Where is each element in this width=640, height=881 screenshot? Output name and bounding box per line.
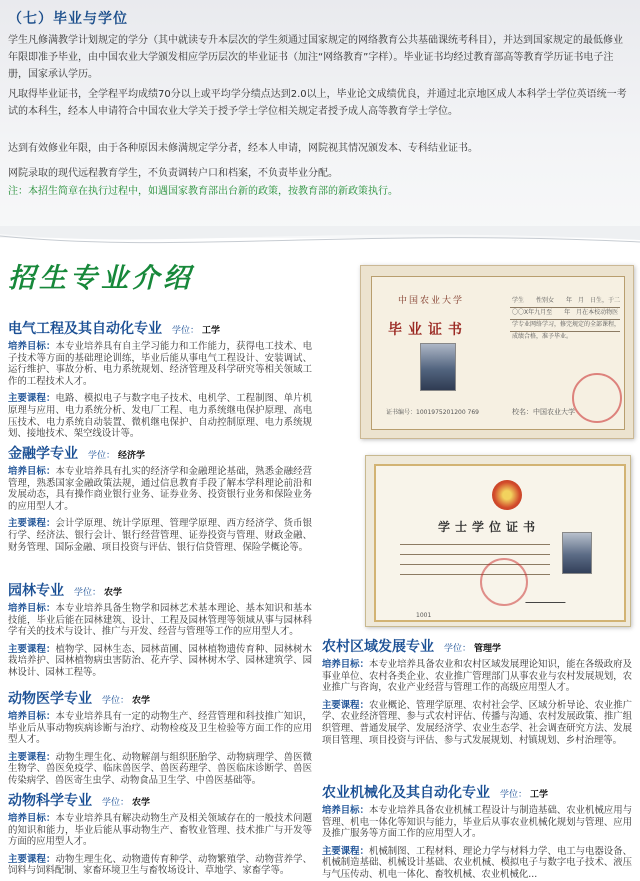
goal-text: 本专业培养具有自主学习能力和工作能力，获得电工技术、电子技术等方面的基础理论训练，毕业后能从事电气工程设计、安装调试、运行维护、事故分析、电力系统规划、经济管理及科学研究等相关领域工作的工程技术人才。	[8, 341, 312, 387]
major-title	[8, 318, 312, 338]
courses-label: 主要课程：	[8, 751, 56, 763]
courses-text: 动物生理生化、动物解剖与组织胚胎学、动物病理学、兽医微生物学、兽医免疫学、临床兽医学、兽医药理学、兽医临床诊断学、兽医传染病学、兽医寄生虫学、动物食品卫生学、中兽医基础等。	[8, 751, 312, 786]
diploma-serial-value: 1001975201200 769	[416, 409, 480, 416]
degree-value: 管理学	[474, 644, 502, 654]
diploma-rule	[510, 307, 620, 308]
courses-label: 主要课程：	[322, 699, 369, 711]
major-goal	[8, 341, 312, 387]
section-title: （七）毕业与学位	[8, 11, 128, 27]
diploma-serial	[386, 407, 506, 416]
major-title	[322, 636, 632, 656]
major-goal	[322, 659, 632, 694]
courses-text: 会计学原理、统计学原理、管理学原理、西方经济学、货币银行学、经济法、银行会计、银行经营管理、证券投资与管理、财政金融、财务管理、国际金融、项目投资与评估、银行信贷管理、保险学概论等。	[8, 518, 312, 553]
courses-label: 主要课程：	[8, 518, 56, 530]
diploma-seal	[572, 373, 622, 423]
diploma-title: 毕业证书	[388, 322, 468, 338]
degree-seal	[480, 558, 528, 606]
goal-label: 培养目标：	[322, 659, 369, 670]
degree-paragraph: 凡取得毕业证书，全学程平均成绩70分以上或平均学分绩点达到2.0以上，毕业论文成绩优良，并通过北京地区成人本科学士学位英语统一考试的本科生，经本人申请符合中国农业大学关于授予学士学位相关规定者授予成人高等教育学士学位。	[8, 89, 627, 117]
courses-text: 动物生理生化、动物遗传育种学、动物繁殖学、动物营养学、饲料与饲料配制、家畜环境卫生与畜牧场设计、草地学、家畜学等。	[8, 853, 312, 877]
major-title	[8, 790, 312, 810]
degree-value: 经济学	[118, 451, 146, 461]
degree-value: 农学	[132, 696, 151, 706]
policy-note: 注：本招生简章在执行过程中，如遇国家教育部出台新的政策，按教育部的新政策执行。	[8, 186, 398, 197]
goal-text: 本专业培养具有解决动物生产及相关领域存在的一般技术问题的知识和能力，毕业后能从事动物生产、畜牧业管理、技术推广与开发等方面的应用型人才。	[8, 813, 312, 848]
major-name: 农业机械化及其自动化专业	[322, 785, 490, 801]
major-landscape	[8, 580, 312, 679]
major-degree	[172, 326, 220, 336]
major-title	[8, 688, 312, 708]
major-electrical	[8, 318, 312, 440]
courses-text: 机械制图、工程材料、理论力学与材料力学、电工与电器设备、机械制造基础、机械设计基础、农业机械、模拟电子与数字电子技术、液压与气压传动、机电一体化、畜牧机械、农业机械化...	[322, 845, 632, 880]
degree-rule	[400, 564, 550, 565]
graduation-section-panel	[0, 0, 640, 238]
majors-heading: 招生专业介绍	[8, 263, 194, 294]
degree-value: 工学	[530, 790, 549, 800]
courses-text: 电路、模拟电子与数字电子技术、电机学、工程制图、单片机原理与应用、电力系统分析、发电厂工程、电力系统继电保护原理、高电压技术、电力系统自动装置、微机继电保护、自动控制原理、电力系统规划、接地技术、架空线设计等。	[8, 393, 312, 440]
major-courses	[8, 644, 312, 679]
degree-value: 农学	[132, 798, 151, 808]
goal-label: 培养目标：	[8, 603, 56, 614]
signature-mark	[525, 588, 570, 603]
diploma-school-value: 中国农业大学	[533, 408, 575, 416]
diploma-university: 中国农业大学	[398, 296, 465, 306]
major-courses	[8, 854, 312, 877]
major-courses	[8, 518, 312, 553]
degree-label: 学位：	[88, 451, 116, 461]
major-finance	[8, 443, 312, 553]
major-rural-development	[322, 636, 632, 746]
major-name: 金融学专业	[8, 446, 78, 462]
goal-label: 培养目标：	[8, 341, 56, 352]
major-name: 农村区域发展专业	[322, 639, 434, 655]
degree-label: 学位：	[74, 588, 102, 598]
degree-label: 学位：	[102, 696, 130, 706]
diploma-body-text: 学生 性别女 年 月 日生，于二〇〇X年九月至 年 月在本校动物医学专业网络学习，修完规定的全部课程，成绩合格，准予毕业。	[512, 297, 621, 340]
registration-paragraph: 网院录取的现代远程教育学生，不负责调转户口和档案，不负责毕业分配。	[8, 168, 338, 179]
major-degree	[500, 790, 548, 800]
major-goal	[8, 813, 312, 848]
major-name: 动物医学专业	[8, 691, 92, 707]
major-goal	[8, 603, 312, 638]
degree-cert-title: 学士学位证书	[438, 520, 541, 534]
diploma-school-label: 校名：	[512, 408, 533, 416]
completion-paragraph: 达到有效修业年限，由于各种原因未修满规定学分者，经本人申请，网院视其情况颁发本、专科结业证书。	[8, 143, 478, 154]
major-goal	[8, 711, 312, 746]
degree-value: 工学	[202, 326, 221, 336]
goal-label: 培养目标：	[8, 711, 56, 722]
courses-text: 植物学、园林生态、园林苗圃、园林植物遗传育种、园林树木栽培养护、园林植物病虫害防治、花卉学、园林树木学、园林建筑学、园林设计、园林工程等。	[8, 643, 312, 678]
major-name: 园林专业	[8, 583, 64, 599]
degree-photo	[562, 532, 592, 574]
major-degree	[74, 588, 122, 598]
major-degree	[88, 451, 145, 461]
diploma-rule	[510, 319, 620, 320]
degree-rule	[400, 554, 550, 555]
courses-label: 主要课程：	[8, 643, 56, 655]
major-courses	[322, 846, 632, 881]
major-agri-mechanization	[322, 782, 632, 881]
major-degree	[444, 644, 501, 654]
goal-label: 培养目标：	[8, 813, 56, 824]
goal-text: 本专业培养具备农业和农村区域发展理论知识，能在各级政府及事业单位、农村各类企业、农业推广管理部门从事农业与农村发展规划，农业推广与咨询，农业产业经营与管理工作的高级应用型人才。	[322, 659, 632, 694]
major-goal	[322, 805, 632, 840]
diploma-serial-label: 证书编号：	[386, 409, 417, 416]
major-animal-science	[8, 790, 312, 877]
goal-label: 培养目标：	[8, 466, 56, 477]
degree-certificate-image	[365, 455, 631, 627]
major-title	[8, 580, 312, 600]
degree-value: 农学	[104, 588, 123, 598]
goal-text: 本专业培养具备农业机械工程设计与制造基础、农业机械应用与管理、机电一体化等知识与能力，毕业后从事农业机械化规划与管理、应用及推广服务等方面工作的应用型人才。	[322, 805, 632, 840]
degree-rule	[400, 574, 550, 575]
major-goal	[8, 466, 312, 512]
degree-label: 学位：	[172, 326, 200, 336]
degree-label: 学位：	[102, 798, 130, 808]
goal-text: 本专业培养具备生物学和园林艺术基本理论、基本知识和基本技能，毕业后能在园林建筑、设计、工程及园林管理等领域从事与园林科学有关的技术与设计、推广与开发、经营与管理等工作的应用型人才。	[8, 603, 312, 638]
diploma-rule	[510, 331, 620, 332]
major-name: 电气工程及其自动化专业	[8, 321, 162, 337]
courses-label: 主要课程：	[8, 853, 56, 865]
degree-rule	[400, 544, 550, 545]
graduation-paragraph: 学生凡修满教学计划规定的学分（其中就读专升本层次的学生须通过国家规定的网络教育公共基础课统考科目），并达到国家规定的最低修业年限即准予毕业，由中国农业大学颁发相应学历层次的毕业证书（加注“网络教育”字样）。毕业证书均经过教育部高等教育学历证书电子注册，国家承认学历。	[8, 35, 623, 80]
courses-label: 主要课程：	[8, 393, 56, 405]
degree-label: 学位：	[444, 644, 472, 654]
goal-label: 培养目标：	[322, 805, 369, 816]
major-degree	[102, 696, 150, 706]
degree-serial: 1001	[416, 612, 432, 619]
major-title	[8, 443, 312, 463]
degree-label: 学位：	[500, 790, 528, 800]
diploma-photo	[420, 343, 456, 391]
goal-text: 本专业培养具有一定的动物生产、经营管理和科技推广知识，毕业后从事动物疾病诊断与治疗、动物检疫及卫生检验等方面工作的应用型人才。	[8, 711, 312, 746]
major-courses	[8, 752, 312, 787]
major-courses	[8, 393, 312, 439]
courses-text: 农业概论、管理学原理、农村社会学、区域分析导论、农业推广学、农业经济管理、参与式农村评估、传播与沟通、农村发展政策、推广组织管理、普通发展学、发展经济学、农业生态学、社会调查研究方法、发展项目管理、项目投资与评估、参与式发展规划、村镇规划、乡村治理等。	[322, 699, 632, 746]
goal-text: 本专业培养具有扎实的经济学和金融理论基础，熟悉金融经营管理，熟悉国家金融政策法规，通过信息教育手段了解本学科理论前沿和发展动态，具有操作商业银行业务、证券业务、投资银行业务和保险业务的应用型人才。	[8, 466, 312, 512]
major-degree	[102, 798, 150, 808]
major-courses	[322, 700, 632, 746]
diploma-school	[512, 407, 575, 417]
major-title	[322, 782, 632, 802]
courses-label: 主要课程：	[322, 845, 369, 857]
national-emblem-icon	[492, 480, 522, 510]
major-veterinary	[8, 688, 312, 787]
major-name: 动物科学专业	[8, 793, 92, 809]
diploma-certificate-image	[360, 265, 634, 439]
